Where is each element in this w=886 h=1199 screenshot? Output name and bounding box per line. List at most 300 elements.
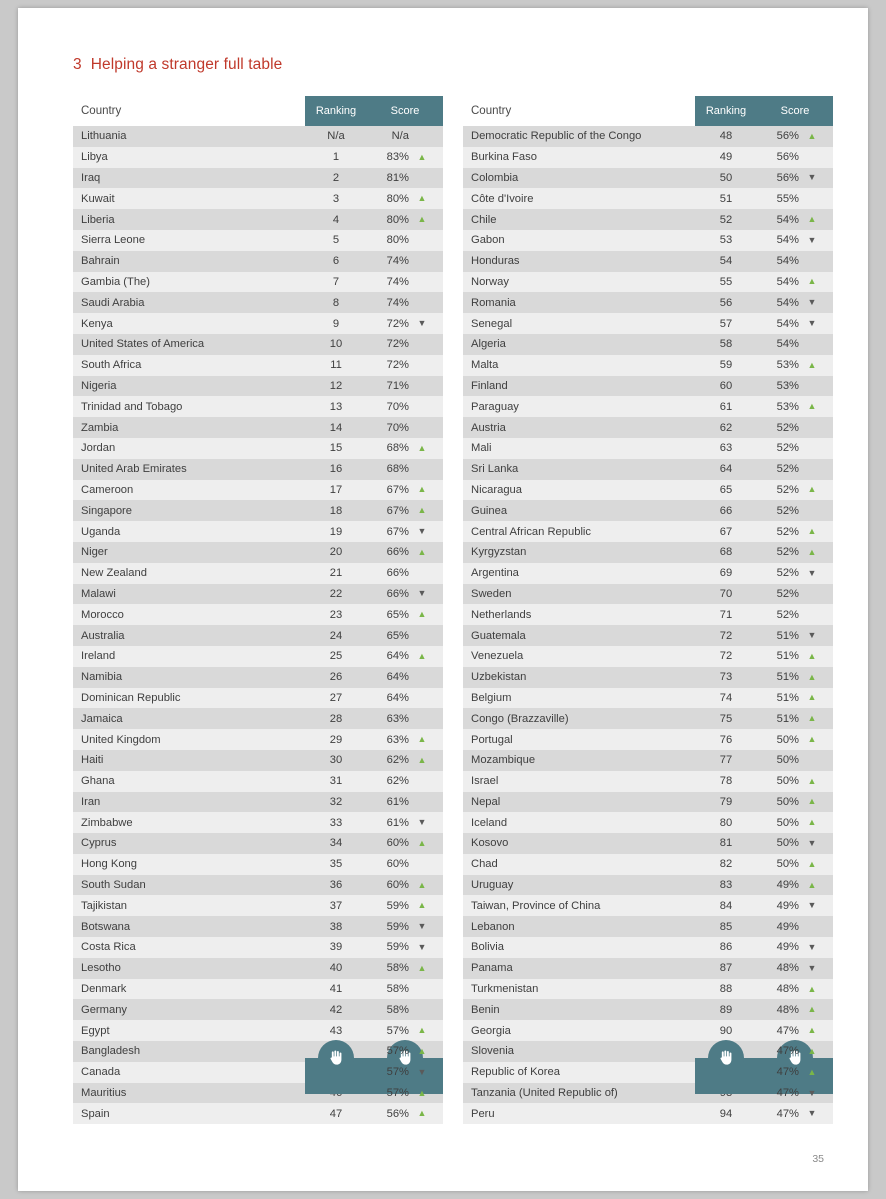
left-table-header: [73, 96, 443, 126]
trend-down-icon: ▼: [417, 318, 427, 329]
trend-up-icon: ▲: [807, 1045, 817, 1056]
trend-up-icon: ▲: [807, 1004, 817, 1015]
cell-score: [757, 234, 833, 246]
trend-up-icon: ▲: [417, 1045, 427, 1056]
table-row: [73, 937, 443, 958]
score-value: 50%: [776, 816, 799, 829]
cell-score: [757, 214, 833, 226]
cell-ranking: N/a: [327, 130, 345, 143]
score-value: 72%: [386, 317, 409, 330]
score-value: 54%: [776, 234, 799, 247]
cell-ranking: 57: [719, 317, 733, 330]
score-value: 58%: [386, 983, 409, 996]
trend-up-icon: ▲: [417, 151, 427, 162]
cell-score: [757, 1045, 833, 1057]
trend-down-icon: ▼: [807, 567, 817, 578]
cell-ranking: 6: [332, 255, 340, 268]
table-row: [73, 604, 443, 625]
trend-down-icon: ▼: [807, 962, 817, 973]
cell-ranking: 73: [719, 671, 733, 684]
cell-country: Burkina Faso: [471, 151, 537, 164]
right-table: [463, 96, 833, 1124]
table-row: [463, 438, 833, 459]
cell-score: [367, 1004, 443, 1016]
left-table-rows: [73, 126, 443, 1124]
table-row: [73, 376, 443, 397]
cell-ranking: 81: [719, 837, 733, 850]
cell-country: Nepal: [471, 795, 501, 808]
score-value: 67%: [386, 504, 409, 517]
cell-ranking: 58: [719, 338, 733, 351]
cell-ranking: 50: [719, 171, 733, 184]
cell-ranking: 90: [719, 1024, 733, 1037]
score-value: 50%: [776, 795, 799, 808]
cell-country: Mozambique: [471, 754, 536, 767]
table-row: [73, 272, 443, 293]
trend-up-icon: ▲: [417, 609, 427, 620]
score-value: 68%: [386, 463, 409, 476]
score-value: 49%: [776, 941, 799, 954]
score-value: 50%: [776, 754, 799, 767]
cell-ranking: 36: [329, 879, 343, 892]
table-row: [463, 292, 833, 313]
table-row: [73, 168, 443, 189]
cell-country: Democratic Republic of the Congo: [471, 130, 642, 143]
cell-score: [757, 630, 833, 642]
score-value: N/a: [391, 130, 409, 143]
cell-ranking: 16: [329, 463, 343, 476]
table-row: [463, 916, 833, 937]
cell-ranking: 27: [329, 691, 343, 704]
cell-ranking: 80: [719, 816, 733, 829]
score-value: 58%: [386, 962, 409, 975]
cell-country: Paraguay: [471, 400, 519, 413]
table-row: [463, 729, 833, 750]
cell-country: Trinidad and Tobago: [81, 400, 183, 413]
cell-country: Colombia: [471, 171, 519, 184]
score-value: 50%: [776, 733, 799, 746]
cell-ranking: 19: [329, 525, 343, 538]
cell-score: [367, 172, 443, 184]
table-row: [463, 396, 833, 417]
score-value: 70%: [386, 400, 409, 413]
cell-country: Peru: [471, 1107, 495, 1120]
cell-score: [367, 609, 443, 621]
cell-score: [757, 650, 833, 662]
cell-score: [367, 484, 443, 496]
cell-score: [757, 588, 833, 600]
cell-ranking: 29: [329, 733, 343, 746]
cell-country: United Arab Emirates: [81, 463, 187, 476]
score-value: 52%: [776, 483, 799, 496]
table-row: [463, 792, 833, 813]
cell-ranking: 83: [719, 879, 733, 892]
cell-score: [757, 380, 833, 392]
table-row: [463, 958, 833, 979]
cell-ranking: 68: [719, 546, 733, 559]
trend-down-icon: ▼: [807, 1087, 817, 1098]
cell-country: Kosovo: [471, 837, 509, 850]
cell-country: Lebanon: [471, 920, 515, 933]
trend-up-icon: ▲: [417, 546, 427, 557]
cell-ranking: 61: [719, 400, 733, 413]
trend-down-icon: ▼: [417, 526, 427, 537]
cell-country: Cameroon: [81, 483, 134, 496]
cell-ranking: 14: [329, 421, 343, 434]
score-value: 49%: [776, 920, 799, 933]
cell-ranking: 88: [719, 983, 733, 996]
cell-ranking: 89: [719, 1003, 733, 1016]
cell-score: [757, 193, 833, 205]
cell-ranking: 13: [329, 400, 343, 413]
cell-ranking: 62: [719, 421, 733, 434]
score-value: 52%: [776, 587, 799, 600]
table-row: [73, 313, 443, 334]
score-value: 57%: [386, 1087, 409, 1100]
cell-ranking: 79: [719, 795, 733, 808]
cell-ranking: 28: [329, 712, 343, 725]
cell-country: United Kingdom: [81, 733, 161, 746]
cell-country: Israel: [471, 775, 499, 788]
table-row: [73, 396, 443, 417]
score-value: 74%: [386, 296, 409, 309]
cell-ranking: 77: [719, 754, 733, 767]
score-value: 65%: [386, 608, 409, 621]
cell-country: Guatemala: [471, 629, 526, 642]
trend-up-icon: ▲: [807, 546, 817, 557]
score-value: 51%: [776, 650, 799, 663]
score-value: 56%: [776, 130, 799, 143]
score-value: 48%: [776, 983, 799, 996]
table-row: [73, 688, 443, 709]
cell-country: Saudi Arabia: [81, 296, 145, 309]
trend-down-icon: ▼: [417, 1066, 427, 1077]
trend-up-icon: ▲: [807, 130, 817, 141]
cell-country: Zimbabwe: [81, 816, 133, 829]
score-value: 57%: [386, 1066, 409, 1079]
cell-score: [757, 546, 833, 558]
cell-ranking: 59: [719, 359, 733, 372]
cell-score: [757, 401, 833, 413]
trend-up-icon: ▲: [417, 1108, 427, 1119]
cell-score: [757, 151, 833, 163]
cell-score: [367, 442, 443, 454]
score-value: 54%: [776, 275, 799, 288]
table-row: [73, 1020, 443, 1041]
score-value: 80%: [386, 234, 409, 247]
cell-score: [367, 734, 443, 746]
table-row: [73, 355, 443, 376]
table-row: [463, 168, 833, 189]
cell-ranking: 38: [329, 920, 343, 933]
cell-score: [367, 130, 443, 142]
table-row: [463, 979, 833, 1000]
cell-score: [757, 422, 833, 434]
cell-ranking: 37: [329, 899, 343, 912]
trend-up-icon: ▲: [807, 734, 817, 744]
cell-country: Chile: [471, 213, 497, 226]
score-value: 52%: [776, 504, 799, 517]
section-title: Helping a stranger full table: [90, 56, 283, 73]
column-header-ranking: Ranking: [305, 96, 367, 126]
cell-score: [757, 900, 833, 912]
cell-country: Chad: [471, 858, 498, 871]
cell-country: Mauritius: [81, 1087, 127, 1100]
cell-score: [757, 962, 833, 974]
score-value: 63%: [386, 712, 409, 725]
cell-country: Dominican Republic: [81, 691, 181, 704]
cell-country: Nigeria: [81, 379, 117, 392]
cell-country: Gambia (The): [81, 275, 151, 288]
score-value: 51%: [776, 629, 799, 642]
cell-country: Namibia: [81, 671, 123, 684]
score-value: 80%: [386, 192, 409, 205]
cell-ranking: 55: [719, 275, 733, 288]
cell-score: [367, 422, 443, 434]
cell-score: [367, 692, 443, 704]
cell-ranking: 43: [329, 1024, 343, 1037]
cell-score: [367, 1087, 443, 1099]
cell-score: [757, 837, 833, 849]
cell-country: Liberia: [81, 213, 115, 226]
cell-country: Singapore: [81, 504, 133, 517]
cell-country: Ghana: [81, 775, 115, 788]
cell-ranking: 5: [332, 234, 340, 247]
section-number: 3: [73, 56, 82, 73]
cell-score: [367, 567, 443, 579]
cell-country: Botswana: [81, 920, 131, 933]
score-value: 49%: [776, 879, 799, 892]
table-row: [463, 272, 833, 293]
score-value: 47%: [776, 1087, 799, 1100]
cell-country: Côte d'Ivoire: [471, 192, 534, 205]
cell-country: Ireland: [81, 650, 116, 663]
cell-country: South Africa: [81, 359, 142, 372]
score-value: 50%: [776, 858, 799, 871]
cell-score: [757, 692, 833, 704]
ranking-badge: [305, 1058, 367, 1094]
cell-ranking: 4: [332, 213, 340, 226]
cell-country: Guinea: [471, 504, 508, 517]
cell-ranking: 21: [329, 567, 343, 580]
score-value: 50%: [776, 775, 799, 788]
cell-score: [367, 775, 443, 787]
cell-score: [367, 1025, 443, 1037]
cell-score: [367, 941, 443, 953]
trend-down-icon: ▼: [807, 1108, 817, 1119]
cell-ranking: 94: [719, 1107, 733, 1120]
trend-up-icon: ▲: [807, 879, 817, 890]
cell-score: [757, 463, 833, 475]
table-row: [73, 999, 443, 1020]
cell-country: Iran: [81, 795, 101, 808]
cell-country: Iraq: [81, 171, 101, 184]
cell-ranking: 1: [332, 151, 340, 164]
cell-country: Tajikistan: [81, 899, 128, 912]
score-value: 52%: [776, 463, 799, 476]
column-header-ranking: Ranking: [695, 96, 757, 126]
cell-ranking: 10: [329, 338, 343, 351]
table-row: [463, 604, 833, 625]
cell-score: [367, 817, 443, 829]
cell-score: [757, 671, 833, 683]
cell-score: [757, 255, 833, 267]
trend-up-icon: ▲: [807, 692, 817, 703]
table-row: [463, 459, 833, 480]
table-row: [73, 771, 443, 792]
score-value: 54%: [776, 255, 799, 268]
cell-country: Egypt: [81, 1024, 110, 1037]
cell-score: [757, 505, 833, 517]
cell-country: Finland: [471, 379, 508, 392]
cell-score: [367, 214, 443, 226]
cell-country: Uruguay: [471, 879, 514, 892]
table-row: [73, 833, 443, 854]
cell-score: [367, 671, 443, 683]
score-value: 60%: [386, 858, 409, 871]
score-value: 66%: [386, 546, 409, 559]
cell-ranking: 69: [719, 567, 733, 580]
table-row: [73, 854, 443, 875]
score-value: 56%: [776, 171, 799, 184]
score-value: 72%: [386, 359, 409, 372]
trend-down-icon: ▼: [807, 837, 817, 848]
cell-ranking: 30: [329, 754, 343, 767]
table-row: [73, 417, 443, 438]
trend-up-icon: ▲: [417, 505, 427, 516]
score-value: 74%: [386, 255, 409, 268]
score-value: 63%: [386, 733, 409, 746]
cell-ranking: 72: [719, 650, 733, 663]
cell-ranking: 41: [329, 983, 343, 996]
score-value: 64%: [386, 671, 409, 684]
score-value: 60%: [386, 837, 409, 850]
cell-country: Spain: [81, 1107, 110, 1120]
cell-ranking: 35: [329, 858, 343, 871]
cell-country: Taiwan, Province of China: [471, 899, 601, 912]
table-row: [73, 126, 443, 147]
cell-country: Slovenia: [471, 1045, 514, 1058]
cell-country: Congo (Brazzaville): [471, 712, 569, 725]
trend-up-icon: ▲: [807, 650, 817, 661]
cell-ranking: 12: [329, 379, 343, 392]
cell-country: Malawi: [81, 587, 116, 600]
column-header-country: Country: [73, 96, 305, 126]
cell-ranking: 53: [719, 234, 733, 247]
cell-country: Cyprus: [81, 837, 117, 850]
cell-ranking: 76: [719, 733, 733, 746]
table-row: [463, 147, 833, 168]
trend-up-icon: ▲: [417, 734, 427, 744]
table-row: [73, 646, 443, 667]
cell-score: [367, 193, 443, 205]
cell-ranking: 33: [329, 816, 343, 829]
cell-score: [757, 567, 833, 579]
raised-hand-icon: [318, 1040, 354, 1076]
cell-score: [367, 505, 443, 517]
score-value: 53%: [776, 379, 799, 392]
cell-country: Hong Kong: [81, 858, 137, 871]
cell-ranking: 49: [719, 151, 733, 164]
cell-score: [757, 1066, 833, 1078]
cell-score: [367, 276, 443, 288]
score-value: 66%: [386, 567, 409, 580]
score-value: 80%: [386, 213, 409, 226]
cell-country: Venezuela: [471, 650, 524, 663]
trend-up-icon: ▲: [807, 276, 817, 287]
cell-score: [367, 962, 443, 974]
cell-country: Jordan: [81, 442, 116, 455]
cell-ranking: 17: [329, 483, 343, 496]
score-value: 72%: [386, 338, 409, 351]
score-value: 62%: [386, 775, 409, 788]
cell-ranking: 23: [329, 608, 343, 621]
cell-ranking: 75: [719, 712, 733, 725]
table-row: [463, 1020, 833, 1041]
cell-ranking: 2: [332, 171, 340, 184]
cell-score: [367, 921, 443, 933]
score-value: 66%: [386, 587, 409, 600]
table-row: [73, 188, 443, 209]
cell-ranking: 70: [719, 587, 733, 600]
cell-country: Jamaica: [81, 712, 123, 725]
trend-up-icon: ▲: [807, 1025, 817, 1036]
trend-down-icon: ▼: [807, 941, 817, 952]
cell-country: Mali: [471, 442, 492, 455]
score-value: 64%: [386, 691, 409, 704]
trend-down-icon: ▼: [417, 588, 427, 599]
cell-score: [367, 1108, 443, 1120]
score-value: 67%: [386, 483, 409, 496]
table-row: [73, 521, 443, 542]
cell-score: [367, 650, 443, 662]
cell-ranking: 85: [719, 920, 733, 933]
trend-up-icon: ▲: [417, 1025, 427, 1036]
table-row: [463, 854, 833, 875]
table-row: [73, 958, 443, 979]
cell-score: [367, 796, 443, 808]
cell-score: [367, 546, 443, 558]
cell-country: Kenya: [81, 317, 113, 330]
cell-country: Kyrgyzstan: [471, 546, 527, 559]
cell-score: [757, 734, 833, 746]
table-row: [463, 126, 833, 147]
cell-ranking: 32: [329, 795, 343, 808]
cell-score: [367, 879, 443, 891]
cell-ranking: 78: [719, 775, 733, 788]
cell-country: Malta: [471, 359, 499, 372]
score-value: 52%: [776, 442, 799, 455]
cell-country: Netherlands: [471, 608, 532, 621]
cell-ranking: 8: [332, 296, 340, 309]
cell-ranking: 64: [719, 463, 733, 476]
cell-score: [367, 1066, 443, 1078]
score-value: 51%: [776, 712, 799, 725]
cell-country: Uzbekistan: [471, 671, 527, 684]
cell-country: Costa Rica: [81, 941, 136, 954]
cell-ranking: 52: [719, 213, 733, 226]
trend-up-icon: ▲: [807, 401, 817, 412]
cell-score: [757, 879, 833, 891]
document-page: [18, 8, 868, 1191]
cell-country: Uganda: [81, 525, 121, 538]
score-value: 62%: [386, 754, 409, 767]
cell-score: [367, 588, 443, 600]
cell-score: [757, 609, 833, 621]
cell-score: [367, 630, 443, 642]
trend-up-icon: ▲: [417, 214, 427, 225]
trend-down-icon: ▼: [807, 318, 817, 329]
